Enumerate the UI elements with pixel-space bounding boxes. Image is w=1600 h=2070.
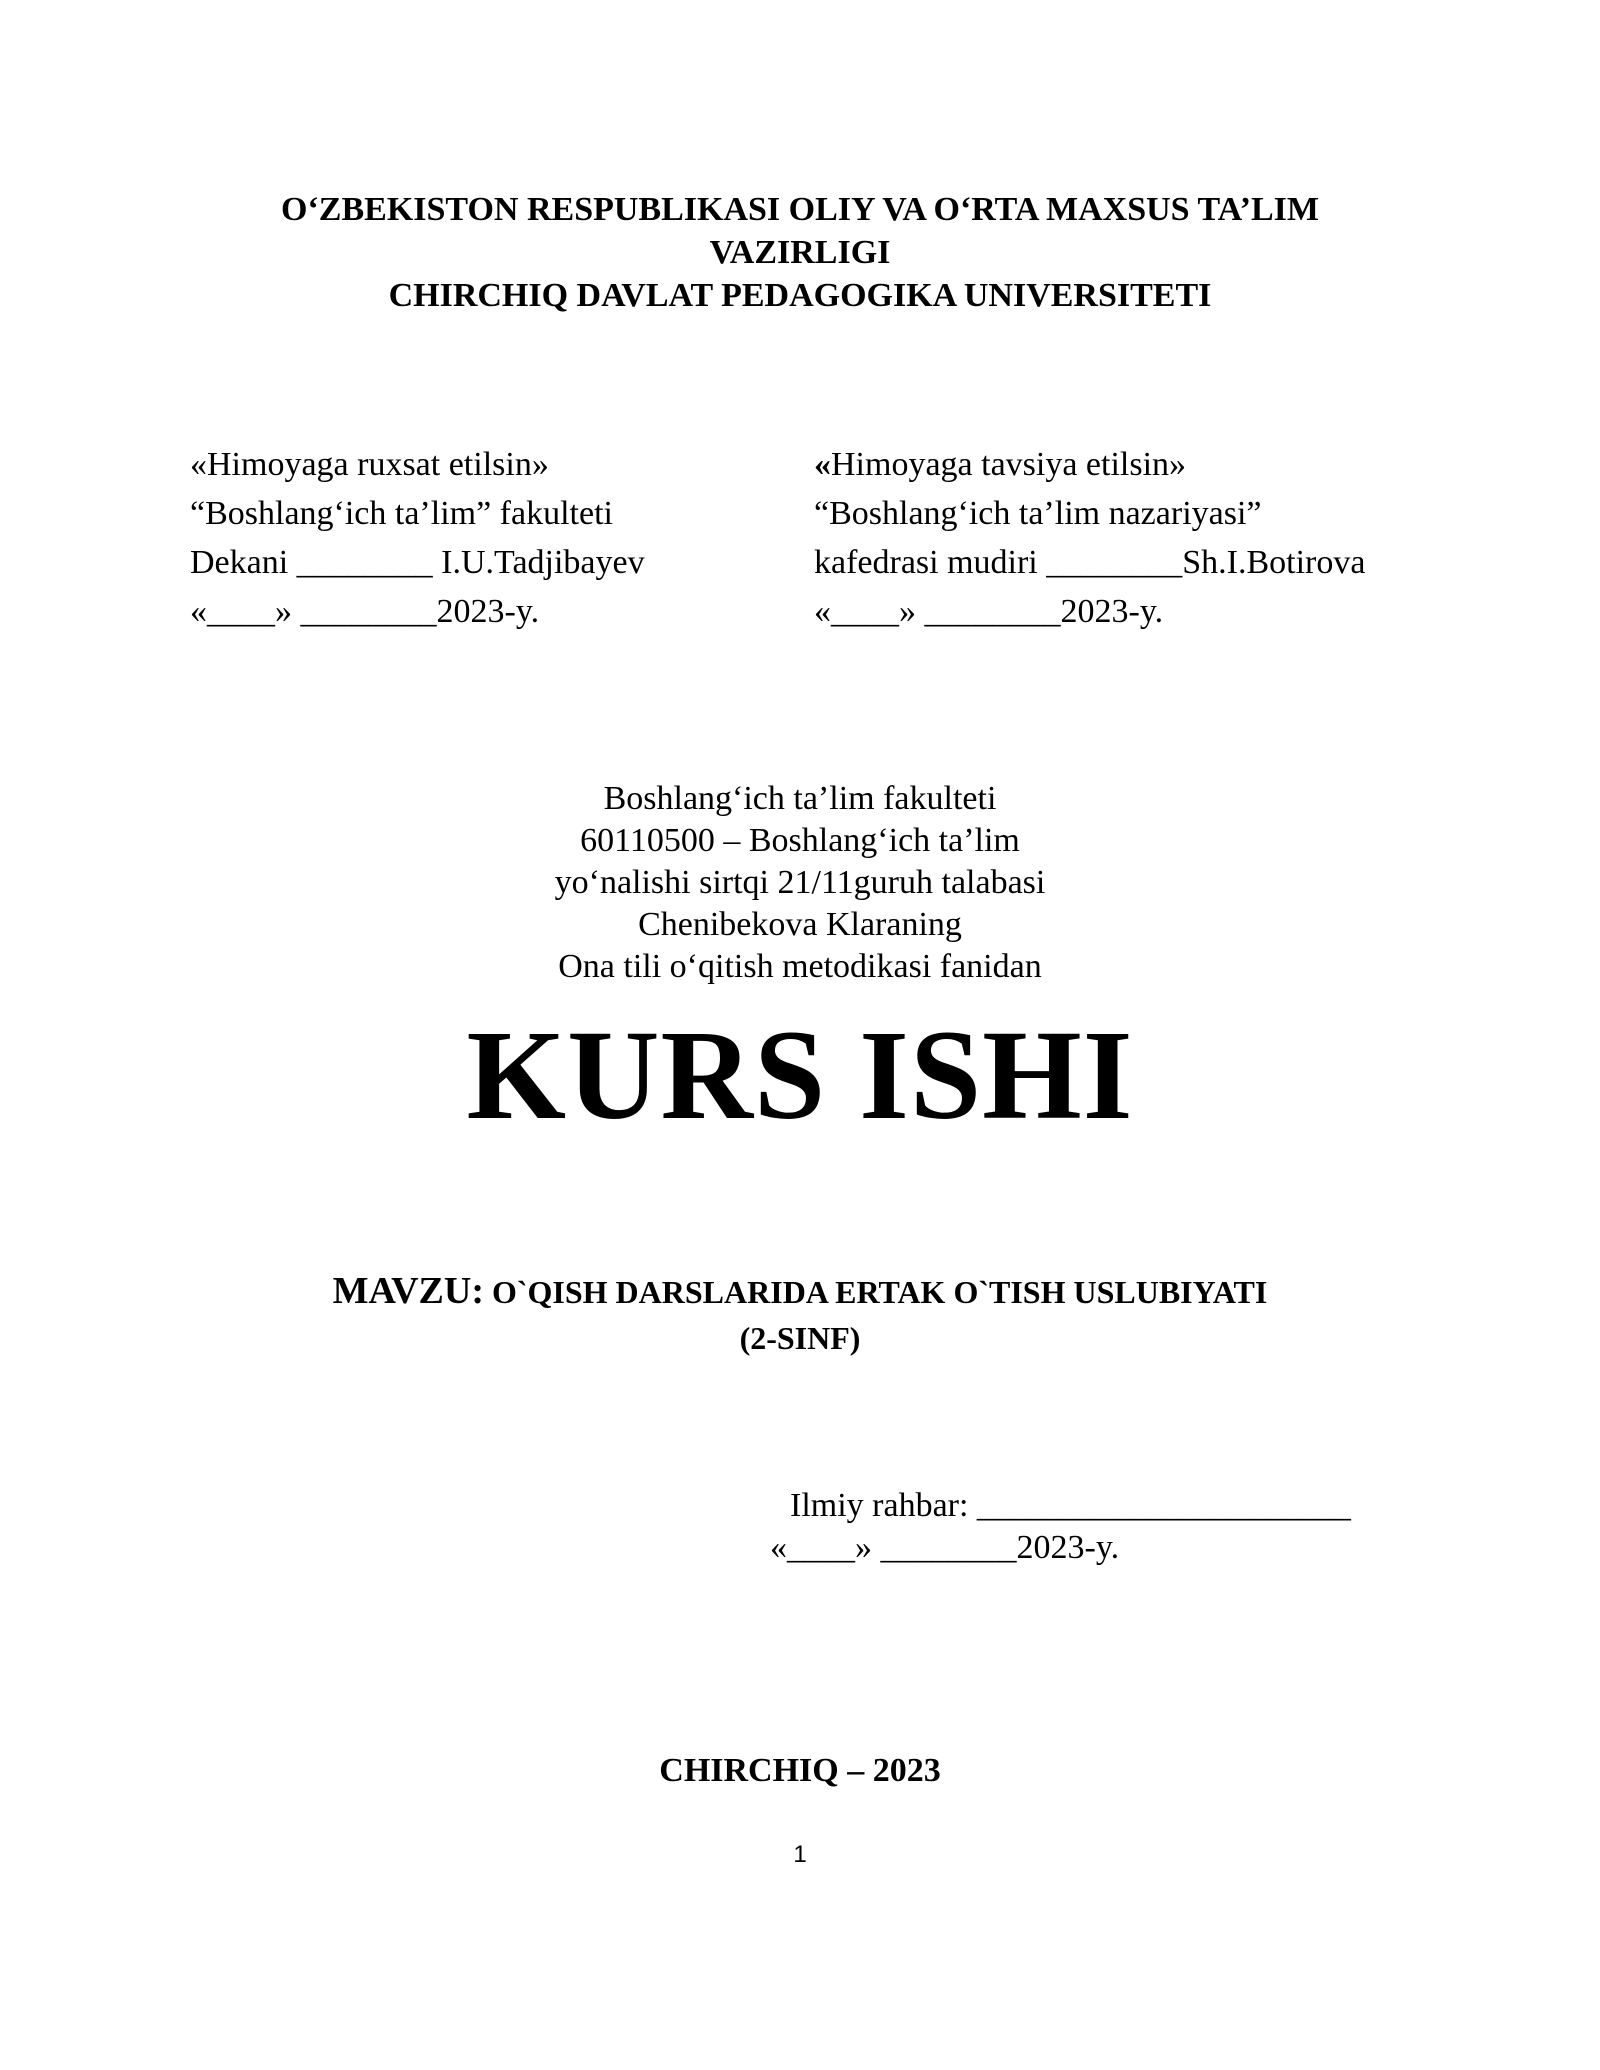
- advisor-date: «____» ________2023-y.: [770, 1529, 1120, 1566]
- approval-department-title-text: Himoyaga tavsiya etilsin»: [831, 446, 1187, 483]
- advisor-signature: Ilmiy rahbar: ______________________: [790, 1487, 1351, 1524]
- approval-dean-faculty: “Boshlang‘ich ta’lim” fakulteti: [190, 495, 613, 532]
- approval-department-title: [814, 440, 1365, 489]
- approval-dean-date: «____» ________2023-y.: [190, 593, 540, 630]
- student-program: 60110500 – Boshlang‘ich ta’lim: [580, 822, 1020, 859]
- ministry-header: [0, 188, 1600, 317]
- student-faculty: Boshlang‘ich ta’lim fakulteti: [603, 780, 997, 817]
- page-number: 1: [793, 1841, 807, 1868]
- approval-department-open-quote: «: [814, 446, 831, 483]
- topic-grade: (2-SINF): [739, 1320, 861, 1356]
- topic-label: MAVZU:: [332, 1270, 484, 1312]
- approval-department-signature: kafedrasi mudiri ________Sh.I.Botirova: [814, 544, 1366, 581]
- student-group: yo‘nalishi sirtqi 21/11guruh talabasi: [554, 864, 1046, 901]
- topic-line: [0, 1268, 1600, 1315]
- approval-block-department: [814, 440, 1365, 636]
- approval-dean-title: «Himoyaga ruxsat etilsin»: [190, 446, 549, 483]
- student-name: Chenibekova Klaraning: [638, 906, 962, 943]
- student-info: [0, 778, 1600, 988]
- document-type-title: KURS ISHI: [466, 1004, 1134, 1146]
- topic-title: O`QISH DARSLARIDA ERTAK O`TISH USLUBIYATI: [491, 1274, 1268, 1310]
- university-name: CHIRCHIQ DAVLAT PEDAGOGIKA UNIVERSITETI: [388, 277, 1212, 314]
- city-year: CHIRCHIQ – 2023: [659, 1752, 941, 1789]
- approval-dean-signature: Dekani ________ I.U.Tadjibayev: [190, 544, 645, 581]
- approval-block-dean: [190, 440, 645, 636]
- ministry-name-line1: O‘ZBEKISTON RESPUBLIKASI OLIY VA O‘RTA MAXSUS TA’LIM: [281, 191, 1319, 228]
- student-subject: Ona tili o‘qitish metodikasi fanidan: [558, 948, 1042, 985]
- advisor-block: [770, 1485, 1351, 1569]
- ministry-name-line2: VAZIRLIGI: [709, 234, 891, 271]
- approval-department-name: “Boshlang‘ich ta’lim nazariyasi”: [814, 495, 1262, 532]
- topic-block: [0, 1268, 1600, 1361]
- approval-department-date: «____» ________2023-y.: [814, 593, 1164, 630]
